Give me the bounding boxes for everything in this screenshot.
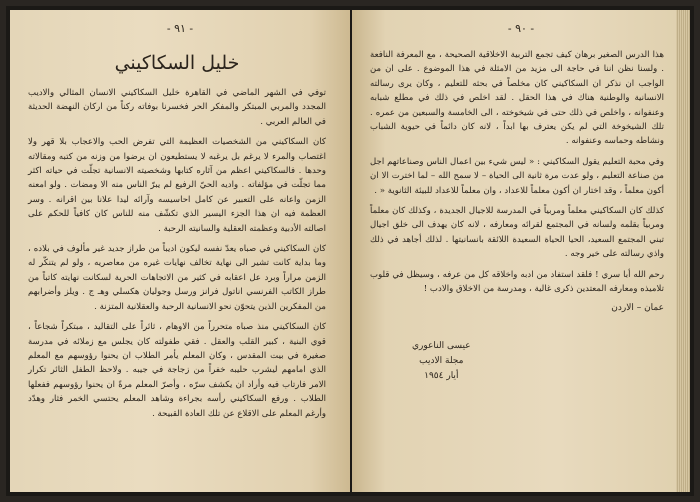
paragraph: كان السكاكيني في صباه يعدّ نفسه ليكون اديباً من طراز جديد غير مألوف في بلاده ، وما بداية كانت تشير الى نهاية تخالف نهايات غيره من معاصريه ، ولو لم يتنكّر له الزمن مراراً وبرد عل اعقابه في كثير من الاتجاهات الحرية لسكانت نهايته كاتباً من طراز الكاتب الفرنسي اناتول فرانز ورسل وجوليان هكسلي وهـ ج . ويلز وأضرابهم من المفكرين الذين يتحوّن نحو الانسانية الرحبة والعقلانية المتزنة . xyxy=(28,244,326,312)
paragraph: هذا الدرس الصغير برهان كيف تجمع التربية الاخلاقية الصحيحة ، مع المعرفة النافعة . ولسنا نظن اننا في حاجة الى مزيد من الامثلة في هذا الموضوع . على ان من الواجب ان نذكر ان السكاكيني كان مخلصاً في بحثه للتعليم ، وكان يرى رسالته الانسانية والوطنية هناك في هذا الحقل . لقد اخلص في ذلك في مطلع شبابه وعنفوانه ، واخلص في ذلك حتى في شيخوخته ، الى الخامسة والسبعين من عمره . تلك الشيخوخة التي لم يكن يعترف بها ابداً ، لانه كان دائماً في حيوية الشباب ونشاطه وحماسه وعنفوانه . xyxy=(370,50,664,147)
page-number-left: - ٩١ - xyxy=(166,22,194,35)
open-book xyxy=(6,6,694,496)
paragraph: رحم الله أبا سري ! فلقد استفاد من ادبه واخلاقه كل من عرفه ، وسيظل في قلوب تلاميذه ومعارفه المعتدين ذكرى غالية ، ومدرسة من الاخلاق والادب ! xyxy=(370,269,664,295)
publication-date: أيار ١٩٥٤ xyxy=(424,371,459,381)
author-name: عيسى الناعوري xyxy=(412,341,471,351)
place-line: عمان – الاردن xyxy=(611,302,664,313)
left-page xyxy=(10,10,350,492)
right-page xyxy=(352,10,690,492)
page-edges xyxy=(676,10,690,492)
signature-block xyxy=(412,339,471,384)
paragraph: كان السكاكيني من الشخصيات العظيمة التي تفرض الحب والاعجاب بلا قهر ولا اغتصاب والمرء لا يرغم بل يرغبه لا يستطيعون ان يرضوا من وزنه من كتبه ومقالاته وحدها . فالسكاكيني اعظم من آثاره كتابها وشخصيته الانسانية تجلّت في حياته اكثر مما تجلّت في مؤلفاته . واديه الحيّ الرفيع لم يبرّ الناس منه الا ومضات . ولو امعنه الزمن واعانه على التعبير عن كامل احاسيسه وآرائه ليدا علانا بين اقرانه . وسر العظمة فيه ان هذا الجزء اليسير الذي تكشّف منه للناس كان كافياً للحكم على اصالته الأدبية وعظمته العقلية والسانيته الرحبة . xyxy=(28,137,326,234)
paragraph: توفي في الشهر الماضي في القاهرة خليل السكاكيني الانسان المثالي والاديب المجدد والمربي المبتكر والمفكر الحر فخسرنا بوفاته ركناً من اركان النهضة الحديثة في العالم العربي . xyxy=(28,88,326,127)
publication-name: مجلة الاديب xyxy=(419,356,464,366)
paragraph: كذلك كان السكاكيني معلماً ومربياً في المدرسة للاجيال الجديدة ، وكذلك كان معلماً ومربياً بقلمه ولسانه في المجتمع لقرائه ومعارفه ، لانه كان يهدف الى خلق اجيال تبني المجتمع السعيد، الحيا الحياة السعيدة اللائقة بانسانيتها . لذلك أجاهد في ذلك واذي رسالته على خير وجه . xyxy=(370,206,664,260)
paragraph: كان السكاكيني منذ صباه متحرراً من الاوهام ، ثائراً على التقاليد ، مبتكراً شجاعاً ، قوي البنية ، كبير القلب والعقل . فقي طفولته كان يجلس مع زملائه في مدرسة صغيرة في بيت المقدس ، وكان المعلم يأمر الطلاب ان يحنوا رؤوسهم مع المعلم الذي امامهم ليشرب حليبه خفراً من زجاجة في جيبه . ولاحظ الطفل الثائر تكرار الامر فارتاب فيه وأراد ان يكشف سرّه ، وأصرّ المعلم مرةً ان يحنوا رؤوسهم ففعلها الطلاب . ورفع السكاكيني رأسه بجراءة وشاهد المعلم يحتسي الخمر فثار وهدّد وأرغم المعلم على الاقلاع عن تلك العادة القبيحة . xyxy=(28,322,326,419)
paragraph: وفي محبة التعليم يقول السكاكيني : « ليس شيء بين اعمال الناس وصناعاتهم اجل من صناعة التعليم ، ولو عدت مرة ثانية الى الحياة – لا سمح الله – لما اخترت الا ان أكون معلماً ، وقد اختار ان أكون معلماً للاعداد ، وان معلماً للاعداد للبيئة الثانوية « . xyxy=(370,156,664,196)
article-title: خليل السكاكيني xyxy=(114,52,240,74)
page-number-right: - ٩٠ - xyxy=(507,22,535,35)
